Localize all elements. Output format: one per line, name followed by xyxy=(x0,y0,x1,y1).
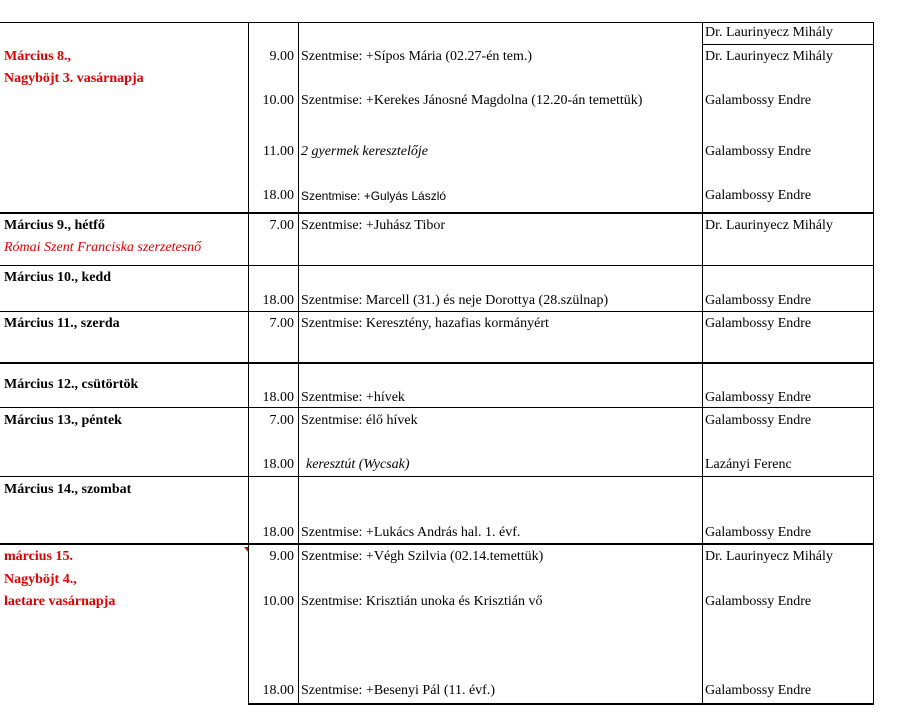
entry-priest: Dr. Laurinyecz Mihály xyxy=(705,549,833,564)
comment-marker xyxy=(244,547,248,552)
entry-time: 18.00 xyxy=(262,525,294,540)
header-priest: Dr. Laurinyecz Mihály xyxy=(705,25,833,40)
entry-priest: Galambossy Endre xyxy=(705,594,812,609)
day-title: Március 13., péntek xyxy=(4,413,122,428)
row-separator xyxy=(0,407,874,408)
day-title: Március 11., szerda xyxy=(4,316,120,331)
header-underline xyxy=(702,44,874,45)
entry-priest: Galambossy Endre xyxy=(705,390,812,405)
entry-time: 10.00 xyxy=(262,93,294,108)
entry-description: Szentmise: Keresztény, hazafias kormányért xyxy=(301,316,549,331)
entry-description: Szentmise: +Gulyás László xyxy=(301,189,447,203)
row-separator xyxy=(0,265,874,266)
entry-priest: Galambossy Endre xyxy=(705,525,812,540)
entry-priest: Galambossy Endre xyxy=(705,188,812,203)
entry-priest: Galambossy Endre xyxy=(705,93,812,108)
entry-time: 18.00 xyxy=(262,390,294,405)
day-title: laetare vasárnapja xyxy=(4,594,116,609)
entry-description: Szentmise: +Besenyi Pál (11. évf.) xyxy=(301,683,496,698)
row-separator xyxy=(0,311,874,312)
entry-time: 18.00 xyxy=(262,188,294,203)
day-title: Március 9., hétfő xyxy=(4,218,105,233)
entry-description: Szentmise: Krisztián unoka és Krisztián vő xyxy=(301,594,543,609)
day-title: Nagyböjt 3. vasárnapja xyxy=(4,71,144,86)
entry-time: 18.00 xyxy=(262,683,294,698)
entry-description: Szentmise: +Sípos Mária (02.27-én tem.) xyxy=(301,49,533,64)
entry-priest: Galambossy Endre xyxy=(705,144,812,159)
day-title: Március 12., csütörtök xyxy=(4,377,139,392)
row-separator xyxy=(0,476,874,477)
entry-priest: Galambossy Endre xyxy=(705,293,812,308)
row-separator xyxy=(0,362,874,364)
entry-description: Szentmise: +Kerekes Jánosné Magdolna (12.20-án temettük) xyxy=(301,93,643,108)
entry-priest: Galambossy Endre xyxy=(705,683,812,698)
row-separator xyxy=(0,212,874,214)
entry-time: 9.00 xyxy=(269,549,294,564)
entry-description: Szentmise: +Juhász Tibor xyxy=(301,218,446,233)
entry-time: 7.00 xyxy=(269,316,294,331)
entry-time: 18.00 xyxy=(262,457,294,472)
day-title: Március 10., kedd xyxy=(4,270,112,285)
entry-time: 7.00 xyxy=(269,218,294,233)
entry-description: Szentmise: +Lukács András hal. 1. évf. xyxy=(301,525,521,540)
entry-priest: Galambossy Endre xyxy=(705,413,812,428)
entry-description: 2 gyermek keresztelője xyxy=(301,144,428,159)
entry-priest: Dr. Laurinyecz Mihály xyxy=(705,49,833,64)
entry-description: Szentmise: élő hívek xyxy=(301,413,418,428)
entry-description: keresztút (Wycsak) xyxy=(306,457,410,472)
entry-time: 9.00 xyxy=(269,49,294,64)
bottom-border xyxy=(248,703,874,705)
top-border xyxy=(0,22,874,23)
entry-time: 11.00 xyxy=(263,144,294,159)
entry-description: Szentmise: Marcell (31.) és neje Dorottya (28.szülnap) xyxy=(301,293,609,308)
entry-description: Szentmise: +Végh Szilvia (02.14.temettük) xyxy=(301,549,544,564)
entry-time: 18.00 xyxy=(262,293,294,308)
day-title: Nagyböjt 4., xyxy=(4,572,77,587)
day-title: Március 14., szombat xyxy=(4,482,132,497)
entry-description: Szentmise: +hívek xyxy=(301,390,405,405)
entry-time: 7.00 xyxy=(269,413,294,428)
entry-priest: Dr. Laurinyecz Mihály xyxy=(705,218,833,233)
entry-priest: Galambossy Endre xyxy=(705,316,812,331)
row-separator xyxy=(0,543,874,545)
day-title: Március 8., xyxy=(4,49,72,64)
day-title: március 15. xyxy=(4,549,73,564)
day-subtitle: Római Szent Franciska szerzetesnő xyxy=(4,240,202,255)
entry-time: 10.00 xyxy=(262,594,294,609)
entry-priest: Lazányi Ferenc xyxy=(705,457,792,472)
